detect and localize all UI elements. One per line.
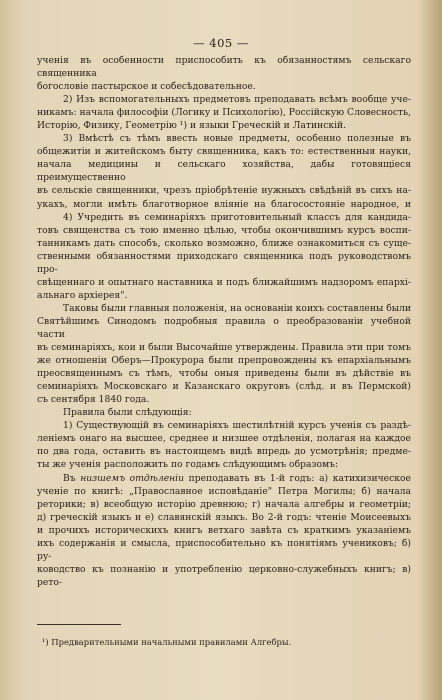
text-line: альнаго архіерея". (37, 289, 128, 301)
text-line: ученіе по книгѣ: „Православное исповѣданіе" Петра Могилы; б) начала (37, 485, 411, 497)
text-line: въ семинаріяхъ, кои и были Высочайше утверждены. Правила эти при томъ (37, 342, 411, 354)
text-line: Исторію, Физику, Геометрію ¹) и языки Греческій и Латинскій. (37, 120, 347, 132)
text-line: общежитіи и житейскомъ быту священника, какъ то: естественныя науки, (37, 146, 411, 158)
text-line: Правила были слѣдующія: (63, 407, 192, 419)
footnote-rule (37, 624, 121, 625)
text-line: 1) Существующій въ семинаріяхъ шестилѣтній курсъ ученія съ раздѣ- (63, 420, 411, 432)
text-line: 3) Вмѣстѣ съ тѣмъ ввесть новые предметы, особенно полезные въ (63, 133, 411, 145)
text-line: ты же ученія расположить по годамъ слѣдующимъ образомъ: (37, 459, 339, 471)
text-line: никамъ: начала философіи (Логику и Психологію), Россійскую Словесность, (37, 107, 412, 119)
text-line: ученія въ особенности приспособить къ обязанностямъ сельскаго священника (37, 55, 411, 80)
text-line: же отношеніи Оберъ—Прокурора были препровождены къ епархіальнымъ (37, 355, 411, 367)
text-line: ихъ содержанія и смысла, приспособительно къ понятіямъ учениковъ; б) ру- (37, 537, 411, 562)
text-line: Въ низшемъ отдѣленіи преподавать въ 1-й годъ: а) катихизическое (63, 472, 411, 484)
footnote: ¹) Предварительными начальными правилами Алгебры. (42, 637, 292, 647)
text-line: ководство къ познанію и употребленію церковно-служебныхъ книгъ; в) рето- (37, 563, 411, 588)
text-line: Таковы были главныя положенія, на основаніи коихъ составлены были (63, 302, 412, 314)
text-line: свѣщеннаго и опытнаго наставника и подъ ближайшимъ надзоромъ епархі- (37, 276, 411, 288)
text-line: укахъ, могли имѣть благотворное вліяніе на благосостояніе народное, и (37, 198, 411, 210)
text-line: д) греческій языкъ и е) славянскій языкъ. Во 2-й годъ: чтеніе Моисеевыхъ (37, 511, 411, 523)
text-line: леніемъ онаго на высшее, среднее и низшее отдѣленія, полагая на каждое (37, 433, 411, 445)
page-edge-shadow (420, 0, 442, 700)
text-line: съ сентября 1840 года. (37, 394, 150, 406)
text-line: богословіе пастырское и собесѣдовательное. (37, 81, 256, 93)
page-number: — 405 — (193, 36, 249, 50)
text-line: преосвященнымъ съ тѣмъ, чтобы оныя приведены были въ дѣйствіе въ (37, 368, 411, 380)
body-text (37, 54, 411, 589)
text-line: 4) Учредить въ семинаріяхъ приготовительный классъ для кандида- (63, 211, 411, 223)
emphasis: низшемъ отдѣленіи (80, 472, 185, 484)
text-line: начала медицины и сельскаго хозяйства, дабы готовящіеся преимущественно (37, 159, 411, 184)
text-line: товъ священства съ тою именно цѣлью, чтобы окончившимъ курсъ воспи- (37, 224, 411, 236)
text-line: по два года, оставить въ настоящемъ видѣ впредь до усмотрѣнія; предме- (37, 446, 411, 458)
text-line: танникамъ дать способъ, сколько возможно, ближе ознакомиться съ суще- (37, 237, 411, 249)
text-line: ственными обязанностями приходскаго священника подъ руководствомъ про- (37, 250, 411, 275)
text-line: реторики; в) всеобщую исторію древнюю; г) начала алгебры и геометріи; (37, 498, 411, 510)
text-line: семинаріяхъ Московскаго и Казанскаго округовъ (слѣд. и въ Пермской) (37, 381, 411, 393)
text-line: въ сельскіе священники, чрезъ пріобрѣтеніе нужныхъ свѣдѣній въ сихъ на- (37, 185, 411, 197)
text-line: и прочихъ историческихъ книгъ ветхаго завѣта съ краткимъ указаніемъ (37, 524, 411, 536)
text-line: 2) Изъ вспомогательныхъ предметовъ преподавать всѣмъ вообще уче- (63, 94, 411, 106)
text-line: Святѣйшимъ Синодомъ подробныя правила о преобразованіи учебной части (37, 315, 411, 340)
